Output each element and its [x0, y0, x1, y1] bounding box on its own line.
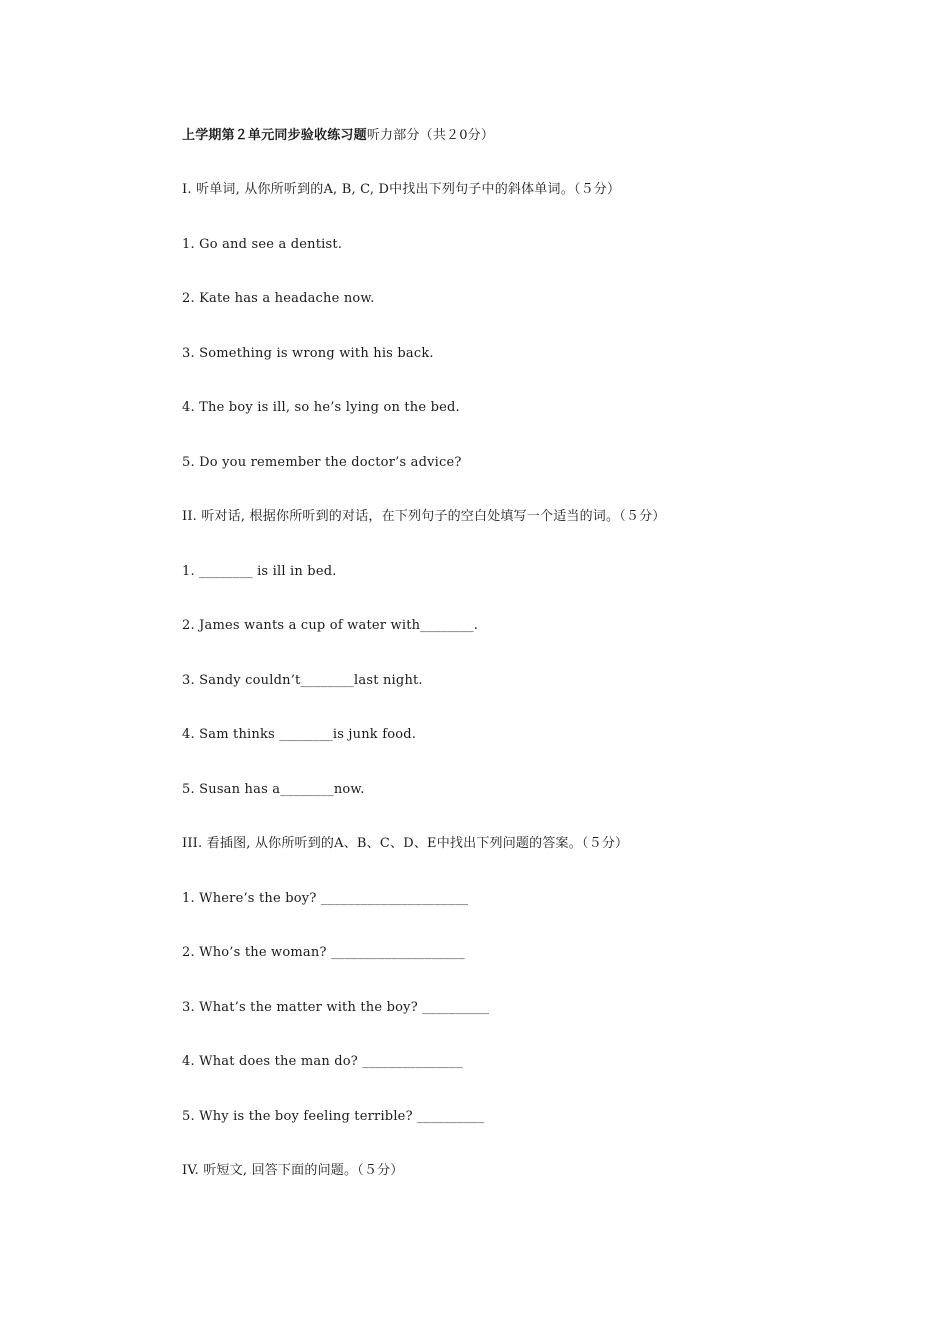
section-1-heading: I. 听单词, 从你所听到的A, B, C, D中找出下列句子中的斜体单词。（５分）	[182, 182, 621, 197]
section-1-item-2: 2. Kate has a headache now.	[182, 291, 375, 306]
section-4-heading: IV. 听短文, 回答下面的问题。（５分）	[182, 1163, 404, 1178]
section-1-item-3: 3. Something is wrong with his back.	[182, 346, 434, 361]
section-1-item-5: 5. Do you remember the doctor’s advice?	[182, 455, 462, 470]
section-2-item-3: 3. Sandy couldn’t________last night.	[182, 673, 423, 688]
section-3-item-4: 4. What does the man do? _______________	[182, 1054, 463, 1069]
section-2-item-5: 5. Susan has a________now.	[182, 782, 365, 797]
section-1-item-4: 4. The boy is ill, so he’s lying on the bed.	[182, 400, 460, 415]
section-3-item-1: 1. Where’s the boy? ______________________	[182, 891, 469, 906]
section-2-heading: II. 听对话, 根据你所听到的对话，在下列句子的空白处填写一个适当的词。（５分）	[182, 509, 666, 524]
section-3-item-5: 5. Why is the boy feeling terrible? __________	[182, 1109, 485, 1124]
section-1-item-1: 1. Go and see a dentist.	[182, 237, 343, 252]
section-2-item-4: 4. Sam thinks ________is junk food.	[182, 727, 417, 742]
section-3-item-3: 3. What’s the matter with the boy? __________	[182, 1000, 490, 1015]
page-title-bold: 上学期第２单元同步验收练习题	[182, 128, 367, 143]
page-title	[182, 127, 494, 145]
section-2-item-1: 1. ________ is ill in bed.	[182, 564, 337, 579]
section-2-item-2: 2. James wants a cup of water with________.	[182, 618, 479, 633]
page-title-subtitle: 听力部分（共２0分）	[366, 128, 495, 143]
section-3-heading: III. 看插图, 从你所听到的A、B、C、D、E中找出下列问题的答案。（５分）	[182, 836, 629, 851]
section-3-item-2: 2. Who’s the woman? ____________________	[182, 945, 465, 960]
